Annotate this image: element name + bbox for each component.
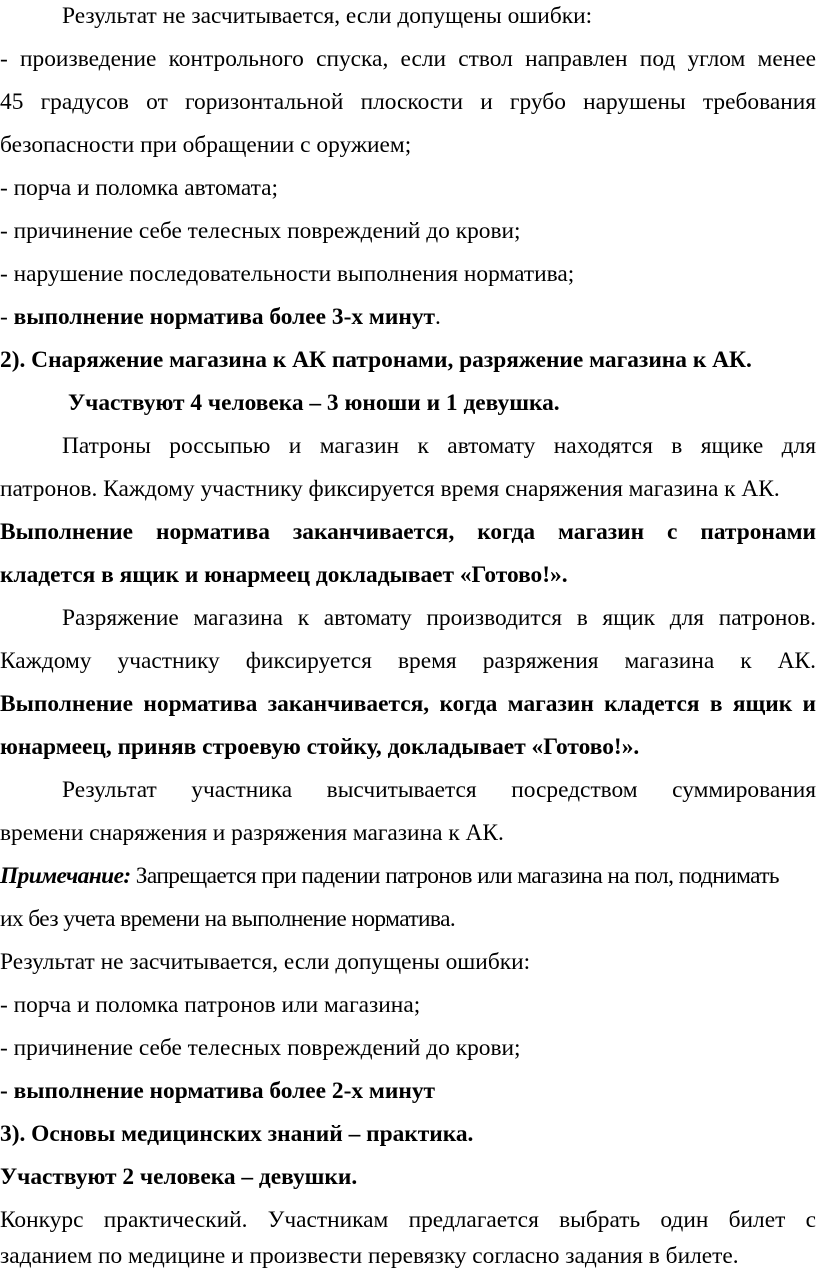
section3-participants: Участвуют 2 человека – девушки. [0,1164,358,1190]
section3-para-line2: заданием по медицине и произвести перевязку согласно задания в билете. [0,1243,739,1269]
section1-error4: - нарушение последовательности выполнения норматива; [0,261,575,287]
section2-para2-line2: Каждому участнику фиксируется время разряжения магазина к АК. [0,648,816,674]
section1-error2: - порча и поломка автомата; [0,175,279,201]
section1-error5 [0,306,816,329]
section1-error1-line3: безопасности при обращении с оружием; [0,132,412,158]
section2-note-line2: их без учета времени на выполнение норматива. [0,906,456,932]
section1-error3: - причинение себе телесных повреждений до крови; [0,218,521,244]
section2-error2: - причинение себе телесных повреждений до крови; [0,1035,521,1061]
section2-note-label: Примечание: [0,863,131,889]
section2-error3: - выполнение норматива более 2-х минут [0,1078,435,1104]
section2-para3-line1: Результат участника высчитывается посредством суммирования [62,777,816,803]
section2-heading: 2). Снаряжение магазина к АК патронами, разряжение магазина к АК. [0,347,752,373]
section2-para1-bold-line2: кладется в ящик и юнармеец докладывает «Готово!». [0,562,568,588]
section2-note-text: Запрещается при падении патронов или магазина на пол, поднимать [130,863,779,889]
section2-para2-line1: Разряжение магазина к автомату производится в ящик для патронов. [62,605,816,631]
section1-error1-line2: 45 градусов от горизонтальной плоскости и грубо нарушены требования [0,89,816,115]
section2-para2-bold-line2: юнармеец, приняв строевую стойку, докладывает «Готово!». [0,734,640,760]
section1-error1-line1: - произведение контрольного спуска, если ствол направлен под углом менее [0,46,816,72]
section2-note-line1 [0,865,816,888]
section2-participants: Участвуют 4 человека – 3 юноши и 1 девушка. [68,390,560,416]
section2-error1: - порча и поломка патронов или магазина; [0,992,421,1018]
section1-error5-bold: выполнение норматива более 3-х минут [13,304,436,330]
section2-para3-line2: времени снаряжения и разряжения магазина к АК. [0,820,504,846]
section2-para2-bold-line1: Выполнение норматива заканчивается, когда магазин кладется в ящик и [0,691,816,717]
section3-heading: 3). Основы медицинских знаний – практика. [0,1121,474,1147]
section2-errors-intro: Результат не засчитывается, если допущены ошибки: [0,949,531,975]
section2-para1-line2: патронов. Каждому участнику фиксируется время снаряжения магазина к АК. [0,476,780,502]
section3-para-line1: Конкурс практический. Участникам предлагается выбрать один билет с [0,1207,816,1233]
section1-errors-intro: Результат не засчитывается, если допущены ошибки: [62,3,593,29]
section1-error5-prefix: - [0,304,14,330]
section2-para1-line1: Патроны россыпью и магазин к автомату находятся в ящике для [62,433,816,459]
section1-error5-suffix: . [435,304,441,330]
section2-para1-bold-line1: Выполнение норматива заканчивается, когда магазин с патронами [0,519,816,545]
